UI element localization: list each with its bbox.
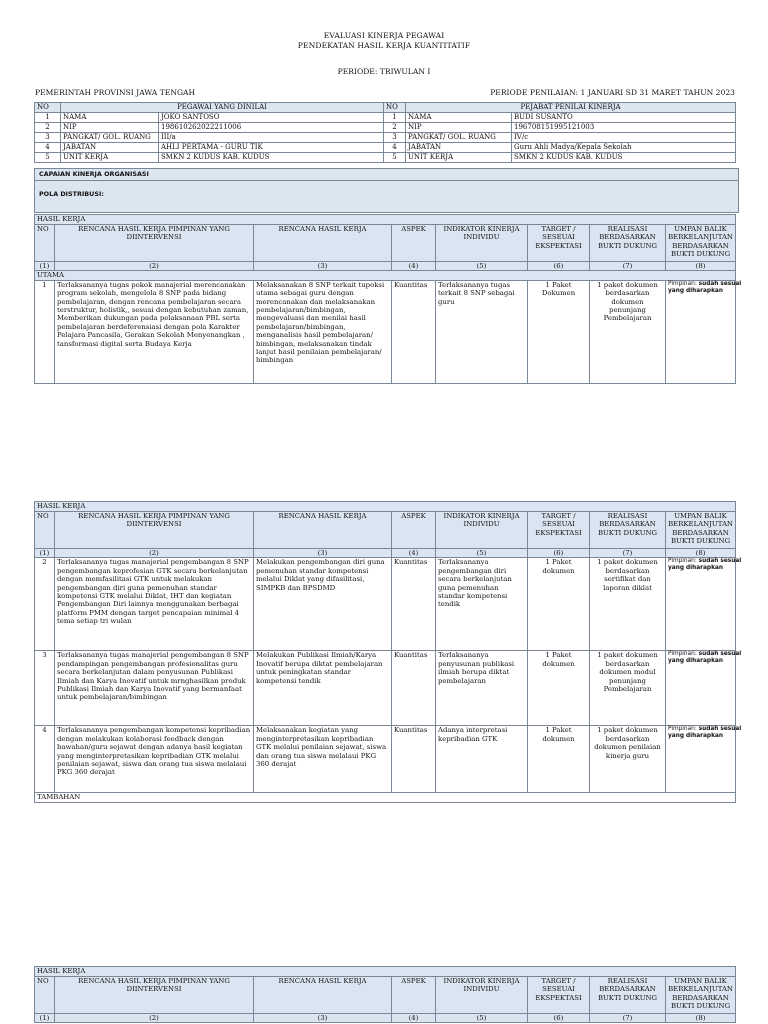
col-number: (4) bbox=[392, 1014, 436, 1023]
pejabat-penilai-header: PEJABAT PENILAI KINERJA bbox=[406, 103, 736, 113]
umpan-balik-cell bbox=[666, 651, 742, 726]
rencana-text: Melakukan pengembangan diri guna pemenuhan standar kompetensi melalui Diklat yang difasilitasi, SIMPKB dan BPSDMD bbox=[254, 558, 392, 651]
umpan-text-2: yang diharapkan bbox=[668, 658, 723, 665]
col-header-umpan-balik: UMPAN BALIK BERKELANJUTAN BERDASARKAN BUKTI DUKUNG bbox=[666, 512, 736, 549]
row-no: 3 bbox=[35, 651, 55, 726]
pejabat-value: IV/c bbox=[512, 133, 736, 143]
identity-label: UNIT KERJA bbox=[61, 153, 159, 163]
hasil-kerja-table bbox=[34, 214, 742, 384]
col-number: (8) bbox=[666, 1014, 736, 1023]
umpan-prefix: Pimpinan: bbox=[668, 558, 697, 565]
assessment-period: PERIODE PENILAIAN: 1 JANUARI SD 31 MARET TAHUN 2023 bbox=[490, 88, 735, 97]
pegawai-value: AHLI PERTAMA - GURU TIK bbox=[159, 143, 384, 153]
identity-no-header: NO bbox=[35, 103, 61, 113]
hasil-kerja-row bbox=[35, 280, 736, 383]
realisasi-text: 1 paket dokumen berdasarkan dokumen penilaian kinerja guru bbox=[590, 726, 666, 793]
pegawai-value: JOKO SANTOSO bbox=[159, 113, 384, 123]
col-number: (5) bbox=[436, 549, 528, 558]
col-header-rencana-pimpinan: RENCANA HASIL KERJA PIMPINAN YANG DIINTERVENSI bbox=[55, 512, 254, 549]
target-text: 1 Paket Dokumen bbox=[528, 280, 590, 383]
identity-label: UNIT KERJA bbox=[406, 153, 512, 163]
rencana-pimpinan-text: Terlaksananya tugas manajerial pengembangan 8 SNP pendampingan pengembangan profesionalitas guru secara berkelanjutan dalam penyusunan Publikasi Ilmiah dan Karya Inovatif untuk mrnghasilkan produk Publikasi Ilmiah dan Karya Inovatif yang bermanfaat untuk pembelajaran/bimbingan bbox=[55, 651, 254, 726]
col-number: (1) bbox=[35, 262, 55, 271]
identity-label: JABATAN bbox=[406, 143, 512, 153]
identity-label: NIP bbox=[406, 123, 512, 133]
identity-header-row bbox=[35, 103, 736, 113]
identity-label: NAMA bbox=[61, 113, 159, 123]
identity-no: 1 bbox=[384, 113, 406, 123]
col-header-umpan-balik: UMPAN BALIK BERKELANJUTAN BERDASARKAN BUKTI DUKUNG bbox=[666, 977, 736, 1014]
umpan-text-2: yang diharapkan bbox=[668, 565, 723, 572]
indikator-text: Adanya interpretasi kepribadian GTK bbox=[436, 726, 528, 793]
umpan-text-1: sudah sesuai bbox=[698, 280, 742, 287]
identity-no: 5 bbox=[384, 153, 406, 163]
col-number: (7) bbox=[590, 262, 666, 271]
col-number: (8) bbox=[666, 262, 736, 271]
realisasi-text: 1 paket dokumen berdasarkan dokumen penunjang Pembelajaran bbox=[590, 280, 666, 383]
hasil-kerja-title-row bbox=[35, 215, 736, 225]
col-number: (3) bbox=[254, 262, 392, 271]
pejabat-value: Guru Ahli Madya/Kepala Sekolah bbox=[512, 143, 736, 153]
identity-no: 3 bbox=[384, 133, 406, 143]
column-number-row bbox=[35, 1014, 736, 1023]
document-header bbox=[0, 31, 768, 51]
col-number: (1) bbox=[35, 549, 55, 558]
hasil-kerja-table bbox=[34, 501, 742, 803]
umpan-text-1: sudah sesuai bbox=[698, 726, 742, 733]
col-header-no: NO bbox=[35, 977, 55, 1014]
pegawai-value: SMKN 2 KUDUS KAB. KUDUS bbox=[159, 153, 384, 163]
hasil-kerja-row bbox=[35, 651, 736, 726]
column-number-row bbox=[35, 549, 736, 558]
col-header-rencana: RENCANA HASIL KERJA bbox=[254, 977, 392, 1014]
col-header-realisasi: REALISASI BERDASARKAN BUKTI DUKUNG bbox=[590, 977, 666, 1014]
col-number: (7) bbox=[590, 549, 666, 558]
pegawai-value: III/a bbox=[159, 133, 384, 143]
identity-no: 1 bbox=[35, 113, 61, 123]
hasil-kerja-title-row bbox=[35, 967, 736, 977]
col-number: (5) bbox=[436, 262, 528, 271]
identity-row bbox=[35, 133, 736, 143]
col-header-rencana: RENCANA HASIL KERJA bbox=[254, 512, 392, 549]
hasil-kerja-title: HASIL KERJA bbox=[35, 215, 736, 225]
document-title-line2: PENDEKATAN HASIL KERJA KUANTITATIF bbox=[297, 41, 471, 50]
hasil-kerja-title: HASIL KERJA bbox=[35, 967, 736, 977]
identity-label: JABATAN bbox=[61, 143, 159, 153]
col-number: (2) bbox=[55, 1014, 254, 1023]
col-header-aspek: ASPEK bbox=[392, 977, 436, 1014]
aspek-text: Kuantitas bbox=[392, 558, 436, 651]
col-header-realisasi: REALISASI BERDASARKAN BUKTI DUKUNG bbox=[590, 512, 666, 549]
identity-label: NAMA bbox=[406, 113, 512, 123]
identity-no: 2 bbox=[384, 123, 406, 133]
indikator-text: Terlaksananya pengembangan diri secara berkelanjutan guna pemenuhan standar kompetensi tendik bbox=[436, 558, 528, 651]
identity-label: PANGKAT/ GOL. RUANG bbox=[406, 133, 512, 143]
organization-name: PEMERINTAH PROVINSI JAWA TENGAH bbox=[35, 88, 196, 97]
pola-distribusi-label: POLA DISTRIBUSI: bbox=[39, 190, 104, 198]
column-number-row bbox=[35, 262, 736, 271]
col-number: (7) bbox=[590, 1014, 666, 1023]
column-header-row bbox=[35, 512, 736, 549]
col-header-target: TARGET / SESEUAI EKSPEKTASI bbox=[528, 977, 590, 1014]
row-no: 1 bbox=[35, 280, 55, 383]
identity-no: 2 bbox=[35, 123, 61, 133]
identity-no: 5 bbox=[35, 153, 61, 163]
col-header-rencana-pimpinan: RENCANA HASIL KERJA PIMPINAN YANG DIINTERVENSI bbox=[55, 977, 254, 1014]
aspek-text: Kuantitas bbox=[392, 726, 436, 793]
pejabat-value: BUDI SUSANTO bbox=[512, 113, 736, 123]
organization-row bbox=[35, 88, 735, 97]
rencana-text: Melaksanakan 8 SNP terkait tupoksi utama sebagai guru dengan merencanakan dan melaksanakan pembelajaran/bimbingan, mengevaluasi dan menilai hasil pembelajaran/bimbingan, menganalisis hasil pembelajaran/ bimbingan, melaksanakan tindak lanjut hasil penilaian pembelajaran/ bimbingan bbox=[254, 280, 392, 383]
identity-no: 4 bbox=[384, 143, 406, 153]
col-header-no: NO bbox=[35, 225, 55, 262]
rencana-pimpinan-text: Terlaksananya pengembangan kompetensi kepribadian dengan melakukan kolaborasi feedback dengan bawahan/guru sejawat dengan adanya hasil kegiatan yang menginterpretasikan kepribadian GTK melalui penilaian sejawat, siswa dan orang tua siswa melalaui PKG 360 derajat bbox=[55, 726, 254, 793]
col-header-indikator: INDIKATOR KINERJA INDIVIDU bbox=[436, 225, 528, 262]
realisasi-text: 1 paket dokumen berdasarkan dokumen modul penunjang Pembelajaran bbox=[590, 651, 666, 726]
identity-no: 4 bbox=[35, 143, 61, 153]
pejabat-value: 196708151995121003 bbox=[512, 123, 736, 133]
col-number: (6) bbox=[528, 549, 590, 558]
periode-label: PERIODE: TRIWULAN I bbox=[337, 67, 431, 76]
col-number: (3) bbox=[254, 1014, 392, 1023]
umpan-prefix: Pimpinan: bbox=[668, 280, 697, 287]
col-header-target: TARGET / SESEUAI EKSPEKTASI bbox=[528, 512, 590, 549]
hasil-kerja-table bbox=[34, 966, 736, 1023]
pegawai-value: 198610262022211006 bbox=[159, 123, 384, 133]
aspek-text: Kuantitas bbox=[392, 651, 436, 726]
col-number: (3) bbox=[254, 549, 392, 558]
identity-row bbox=[35, 153, 736, 163]
umpan-text-2: yang diharapkan bbox=[668, 733, 723, 740]
identity-table bbox=[34, 102, 736, 163]
pejabat-value: SMKN 2 KUDUS KAB. KUDUS bbox=[512, 153, 736, 163]
identity-no: 3 bbox=[35, 133, 61, 143]
indikator-text: Terlaksananya tugas terkait 8 SNP sebagai guru bbox=[436, 280, 528, 383]
col-header-umpan-balik: UMPAN BALIK BERKELANJUTAN BERDASARKAN BUKTI DUKUNG bbox=[666, 225, 736, 262]
col-header-realisasi: REALISASI BERDASARKAN BUKTI DUKUNG bbox=[590, 225, 666, 262]
umpan-prefix: Pimpinan: bbox=[668, 651, 697, 658]
column-header-row bbox=[35, 225, 736, 262]
col-header-aspek: ASPEK bbox=[392, 512, 436, 549]
umpan-balik-cell bbox=[666, 726, 742, 793]
hasil-kerja-title-row bbox=[35, 502, 736, 512]
capaian-kinerja-box bbox=[34, 168, 739, 213]
target-text: 1 Paket dokumen bbox=[528, 558, 590, 651]
row-no: 4 bbox=[35, 726, 55, 793]
hasil-kerja-title: HASIL KERJA bbox=[35, 502, 736, 512]
identity-row bbox=[35, 123, 736, 133]
umpan-text-1: sudah sesuai bbox=[698, 558, 742, 565]
identity-label: PANGKAT/ GOL. RUANG bbox=[61, 133, 159, 143]
section-tambahan-label: TAMBAHAN bbox=[35, 793, 736, 802]
umpan-balik-cell bbox=[666, 558, 742, 651]
divider bbox=[35, 180, 738, 181]
col-header-aspek: ASPEK bbox=[392, 225, 436, 262]
col-number: (8) bbox=[666, 549, 736, 558]
identity-row bbox=[35, 143, 736, 153]
umpan-text-1: sudah sesuai bbox=[698, 651, 742, 658]
col-header-rencana: RENCANA HASIL KERJA bbox=[254, 225, 392, 262]
target-text: 1 Paket dokumen bbox=[528, 726, 590, 793]
hasil-kerja-row bbox=[35, 558, 736, 651]
col-number: (4) bbox=[392, 262, 436, 271]
identity-label: NIP bbox=[61, 123, 159, 133]
row-no: 2 bbox=[35, 558, 55, 651]
column-header-row bbox=[35, 977, 736, 1014]
umpan-text-2: yang diharapkan bbox=[668, 287, 723, 294]
col-number: (4) bbox=[392, 549, 436, 558]
col-number: (2) bbox=[55, 262, 254, 271]
col-header-rencana-pimpinan: RENCANA HASIL KERJA PIMPINAN YANG DIINTERVENSI bbox=[55, 225, 254, 262]
col-header-target: TARGET / SESEUAI EKSPEKTASI bbox=[528, 225, 590, 262]
identity-row bbox=[35, 113, 736, 123]
indikator-text: Terlaksananya penyusunan publikasi ilmiah berupa diktat pembelajaran bbox=[436, 651, 528, 726]
rencana-pimpinan-text: Terlaksananya tugas pokok manajerial merencanakan program sekolah, mengelola 8 SNP pada bidang pembelajaran, dengan rencana pembelajaran secara terstruktur, holistik,, sesuai dengan kebutuhan zaman, Memberikan dukungan pada pelaksanaan PBL serta pembelajaran berdeferensiasi dengan pola Karakter Pelajara Pancasila, Gerakan Sekolah Menyenangkan , tansformasi digital serta Budaya Kerja bbox=[55, 280, 254, 383]
rencana-pimpinan-text: Terlaksananya tugas manajerial pengembangan 8 SNP pengembangan keprofesian GTK secara berkelanjutan dengan memfasilitasi GTK untuk melakukan pengembangan diri guna pemenuhan standar kompetensi GTK melalui Diklat, IHT dan kegiatan Pengembangan Diri lainnya menggunakan berbagai platform PMM dengan target pencapaian minimal 4 tema setiap tri wulan bbox=[55, 558, 254, 651]
capaian-kinerja-label: CAPAIAN KINERJA ORGANISASI bbox=[39, 170, 149, 178]
section-utama-row bbox=[35, 271, 736, 280]
section-utama-label: UTAMA bbox=[35, 271, 736, 280]
col-header-no: NO bbox=[35, 512, 55, 549]
col-header-indikator: INDIKATOR KINERJA INDIVIDU bbox=[436, 977, 528, 1014]
col-number: (1) bbox=[35, 1014, 55, 1023]
rencana-text: Melakukan Publikasi Ilmiah/Karya Inovatif berupa diktat pembelajaran untuk peningkatan standar kompetensi tendik bbox=[254, 651, 392, 726]
document-title-line1: EVALUASI KINERJA PEGAWAI bbox=[323, 31, 445, 40]
col-number: (6) bbox=[528, 262, 590, 271]
rencana-text: Melaksanakan kegiatan yang menginterpretasikan kepribadian GTK melalui penilaian sejawat, siswa dan orang tua siswa melalaui PKG 360 derajat bbox=[254, 726, 392, 793]
col-number: (5) bbox=[436, 1014, 528, 1023]
col-number: (2) bbox=[55, 549, 254, 558]
hasil-kerja-row bbox=[35, 726, 736, 793]
col-number: (6) bbox=[528, 1014, 590, 1023]
aspek-text: Kuantitas bbox=[392, 280, 436, 383]
realisasi-text: 1 paket dokumen berdasarkan sertifikat dan laporan diklat bbox=[590, 558, 666, 651]
section-tambahan-row bbox=[35, 793, 736, 802]
pegawai-dinilai-header: PEGAWAI YANG DINILAI bbox=[61, 103, 384, 113]
target-text: 1 Paket dokumen bbox=[528, 651, 590, 726]
umpan-prefix: Pimpinan: bbox=[668, 726, 697, 733]
col-header-indikator: INDIKATOR KINERJA INDIVIDU bbox=[436, 512, 528, 549]
umpan-balik-cell bbox=[666, 280, 742, 383]
identity-no-header-right: NO bbox=[384, 103, 406, 113]
